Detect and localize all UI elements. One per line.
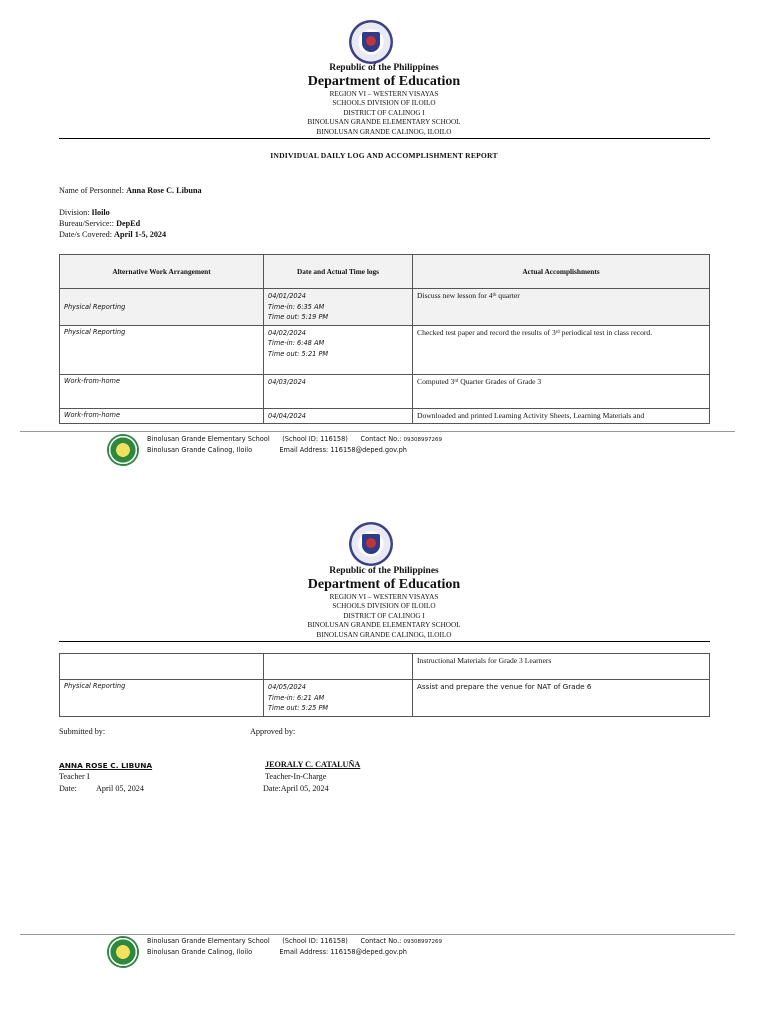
footer-contact-label: Contact No.:	[360, 937, 402, 945]
department-title: Department of Education	[307, 577, 461, 592]
time-out-text: Time out: 5:19 PM	[268, 313, 329, 321]
date-text: 04/03/2024	[268, 377, 307, 386]
time-log-cell	[264, 289, 413, 326]
date-text: 04/01/2024	[268, 292, 307, 300]
division-text: SCHOOLS DIVISION OF ILOILO	[332, 99, 436, 108]
accomplishment-cell: Assist and prepare the venue for NAT of Grade 6	[413, 680, 710, 717]
footer-email-value: 116158@deped.gov.ph	[330, 446, 407, 454]
table-row	[60, 680, 710, 717]
footer-school-name: Binolusan Grande Elementary School	[147, 435, 270, 443]
time-log-cell	[264, 374, 413, 408]
letterhead	[0, 63, 768, 137]
personnel-name-field	[59, 186, 202, 195]
table-row	[60, 654, 710, 680]
footer-email-value: 116158@deped.gov.ph	[330, 948, 407, 956]
footer-email-label: Email Address:	[279, 948, 329, 956]
time-out-text: Time out: 5:21 PM	[268, 349, 329, 358]
arrangement-cell: Work-from-home	[60, 408, 264, 424]
personnel-name-label: Name of Personnel:	[59, 186, 125, 195]
time-in-text: Time-in: 6:48 AM	[268, 339, 325, 347]
district-text: DISTRICT OF CALINOG I	[343, 108, 425, 117]
footer-address: Binolusan Grande Calinog, Iloilo	[147, 446, 253, 454]
dates-covered-label: Date/s Covered:	[59, 230, 112, 239]
footer-contact-value: 09308997269	[403, 939, 442, 945]
personnel-name-value: Anna Rose C. Libuna	[126, 186, 202, 195]
republic-text: Republic of the Philippines	[329, 566, 439, 576]
header-accomplishments: Actual Accomplishments	[413, 255, 710, 289]
school-logo-icon	[107, 936, 139, 968]
time-log-cell	[264, 408, 413, 424]
republic-text: Republic of the Philippines	[329, 63, 439, 73]
date-text: 04/04/2024	[268, 411, 307, 420]
footer-rule	[20, 431, 735, 432]
dates-covered-value: April 1-5, 2024	[114, 230, 167, 239]
accomplishment-cell: Checked test paper and record the results of 3ʳᵈ periodical test in class record.	[413, 325, 710, 374]
arrangement-cell: Physical Reporting	[60, 325, 264, 374]
footer-contact-label: Contact No.:	[360, 435, 402, 443]
log-table-page2	[59, 653, 710, 717]
arrangement-cell	[60, 654, 264, 680]
address-text: BINOLUSAN GRANDE CALINOG, ILOILO	[316, 630, 452, 639]
arrangement-cell: Work-from-home	[60, 374, 264, 408]
submitter-title: Teacher I	[59, 772, 90, 781]
footer-school-name: Binolusan Grande Elementary School	[147, 937, 270, 945]
time-in-text: Time-in: 6:35 AM	[268, 302, 325, 311]
log-table-page1	[59, 254, 710, 424]
deped-seal-icon	[349, 522, 393, 566]
district-text: DISTRICT OF CALINOG I	[343, 611, 425, 620]
table-row	[60, 374, 710, 408]
header-time-logs: Date and Actual Time logs	[264, 255, 413, 289]
submitter-name: ANNA ROSE C. LIBUNA	[59, 761, 153, 770]
table-row	[60, 289, 710, 326]
letterhead	[0, 566, 768, 640]
division-value: Iloilo	[91, 208, 110, 217]
accomplishment-cell: Computed 3ʳᵈ Quarter Grades of Grade 3	[413, 374, 710, 408]
approved-by-label: Approved by:	[250, 727, 296, 736]
footer-school-id: (School ID: 116158)	[282, 937, 348, 945]
division-field	[59, 208, 110, 217]
table-row	[60, 408, 710, 424]
table-header-row	[60, 255, 710, 289]
deped-seal-icon	[349, 20, 393, 64]
footer-school-id: (School ID: 116158)	[282, 435, 348, 443]
report-title: INDIVIDUAL DAILY LOG AND ACCOMPLISHMENT REPORT	[270, 151, 498, 160]
accomplishment-cell: Discuss new lesson for 4ᵗʰ quarter	[413, 289, 710, 326]
department-title: Department of Education	[307, 74, 461, 89]
accomplishment-cell: Instructional Materials for Grade 3 Learners	[413, 654, 710, 680]
date-text: 04/02/2024	[268, 328, 307, 337]
approver-title: Teacher-In-Charge	[265, 772, 327, 781]
approver-name: JEORALY C. CATALUÑA	[265, 760, 361, 769]
region-text: REGION VI – WESTERN VISAYAS	[329, 593, 439, 601]
time-log-cell	[264, 680, 413, 717]
bureau-label: Bureau/Service::	[59, 219, 115, 228]
header-arrangement: Alternative Work Arrangement	[60, 255, 264, 289]
submitter-date-label: Date:	[59, 784, 77, 793]
address-text: BINOLUSAN GRANDE CALINOG, ILOILO	[316, 127, 452, 136]
accomplishment-cell: Downloaded and printed Learning Activity Sheets, Learning Materials and	[413, 408, 710, 424]
division-label: Division:	[59, 208, 90, 217]
region-text: REGION VI – WESTERN VISAYAS	[329, 90, 439, 98]
time-out-text: Time out: 5:25 PM	[268, 704, 329, 712]
time-in-text: Time-in: 6:21 AM	[268, 693, 325, 702]
arrangement-cell: Physical Reporting	[60, 289, 264, 326]
date-text: 04/05/2024	[268, 683, 307, 691]
bureau-value: DepEd	[116, 219, 141, 228]
arrangement-cell: Physical Reporting	[60, 680, 264, 717]
division-text: SCHOOLS DIVISION OF ILOILO	[332, 602, 436, 611]
time-log-cell	[264, 654, 413, 680]
table-row	[60, 325, 710, 374]
submitter-date: April 05, 2024	[96, 784, 144, 793]
header-rule	[59, 138, 710, 139]
time-log-cell	[264, 325, 413, 374]
submitted-by-label: Submitted by:	[59, 727, 106, 736]
footer-email-label: Email Address:	[279, 446, 329, 454]
school-text: BINOLUSAN GRANDE ELEMENTARY SCHOOL	[307, 621, 461, 630]
footer-address: Binolusan Grande Calinog, Iloilo	[147, 948, 253, 956]
header-rule	[59, 641, 710, 642]
school-text: BINOLUSAN GRANDE ELEMENTARY SCHOOL	[307, 118, 461, 127]
footer-rule	[20, 934, 735, 935]
school-logo-icon	[107, 434, 139, 466]
footer-contact-value: 09308997269	[403, 437, 442, 443]
approver-date: Date:April 05, 2024	[263, 784, 329, 793]
dates-covered-field	[59, 230, 166, 239]
bureau-field	[59, 219, 140, 228]
